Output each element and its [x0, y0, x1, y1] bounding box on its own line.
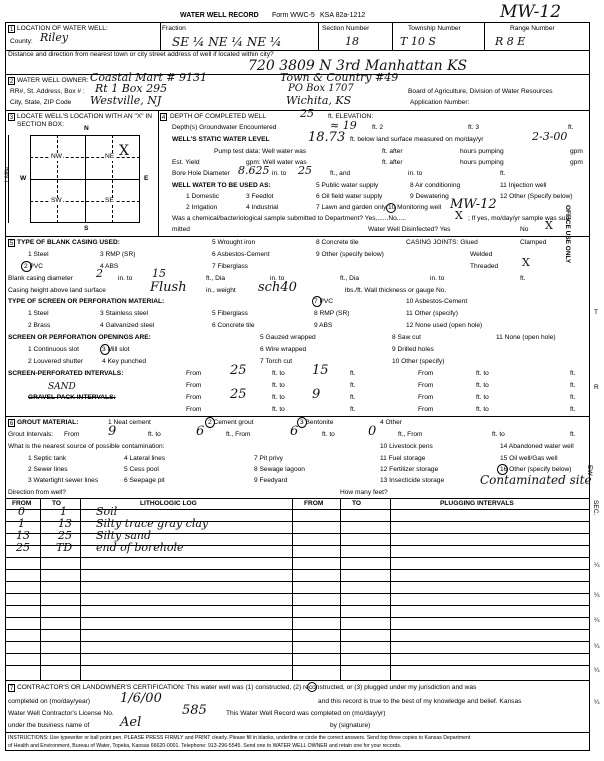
lithologic-log-header: LITHOLOGIC LOG: [140, 500, 197, 507]
grout-to2-value[interactable]: 0: [368, 424, 377, 439]
casing-weight-value[interactable]: sch40: [258, 280, 297, 295]
bore-depth-value[interactable]: 25: [298, 164, 312, 177]
gravel-sand-overwrite: SAND: [48, 382, 76, 392]
fraction-label: Fraction: [162, 25, 186, 32]
groundwater-value[interactable]: ≈ 19: [330, 119, 357, 132]
casing-diameter-label: Blank casing diameter: [8, 275, 73, 282]
address-label: RR#, St. Address, Box # :: [10, 88, 85, 95]
section-5-number: 5: [9, 241, 14, 247]
plug-from-header: FROM: [304, 500, 324, 507]
log-row-desc[interactable]: Silty trace gray clay: [96, 517, 209, 530]
side-sec-label: SEC.: [592, 500, 599, 516]
bentonite-option[interactable]: 3 Bentonite: [300, 419, 334, 426]
elevation-label: ft. ELEVATION:: [328, 113, 374, 120]
fraction-value[interactable]: SE ¼ NE ¼ NE ¼: [172, 35, 282, 49]
ksa-reference: KSA 82a-1212: [320, 12, 366, 19]
log-from-header: FROM: [12, 500, 32, 507]
monitoring-well-option[interactable]: 10 Monitoring well: [388, 204, 442, 211]
screen-pvc-circle: [312, 296, 322, 307]
se-label: SE: [105, 197, 114, 204]
board-label: Board of Agriculture, Division of Water Resources: [408, 88, 553, 95]
bore-label: Bore Hole Diameter: [172, 170, 230, 177]
grout-from-value[interactable]: 9: [108, 424, 117, 439]
alt-owner-name[interactable]: Town & Country #49: [280, 71, 399, 84]
handwritten-well-id: MW-12: [500, 2, 562, 22]
section-4-number: 4: [161, 115, 166, 121]
casing-diameter-value[interactable]: 2: [96, 267, 103, 280]
owner-title: WATER WELL OWNER:: [17, 77, 89, 84]
range-label: Range Number: [510, 25, 555, 32]
pvc-circle: [21, 261, 32, 272]
business-name[interactable]: Ael: [120, 715, 142, 730]
log-row-to[interactable]: 13: [58, 517, 72, 530]
certification-line-1: CONTRACTOR'S OR LANDOWNER'S CERTIFICATION: This water well was (1) constructed, (2) reconstructed, or (3) plugged under my jurisdiction and was: [17, 684, 477, 691]
alt-owner-city[interactable]: Wichita, KS: [286, 94, 352, 107]
side-t-label: T: [594, 309, 599, 316]
constructed-circle: [307, 682, 317, 692]
county-label: County:: [10, 38, 33, 45]
east-label: E: [144, 175, 149, 182]
groundwater-label: Depth(s) Groundwater Encountered: [172, 124, 277, 131]
form-number: Form WWC-5: [272, 12, 315, 19]
township-value[interactable]: T 10 S: [400, 35, 436, 48]
depth-value[interactable]: 25: [300, 107, 314, 120]
nw-label: NW: [51, 153, 62, 160]
log-to-header: TO: [52, 500, 62, 507]
screen-to-value[interactable]: 15: [312, 363, 329, 378]
log-row-to[interactable]: 25: [58, 529, 72, 542]
city-value[interactable]: Westville, NJ: [90, 94, 162, 107]
city-label: City, State, ZIP Code: [10, 99, 72, 106]
plug-to-header: TO: [352, 500, 362, 507]
license-number[interactable]: 585: [182, 703, 207, 718]
screen-pvc-option[interactable]: 7 PVC: [314, 298, 334, 305]
section-1-number: 1: [9, 27, 14, 33]
use-label: WELL WATER TO BE USED AS:: [172, 182, 271, 189]
section-number-label: Section Number: [322, 25, 370, 32]
casing-height-label: Casing height above land surface: [8, 287, 106, 294]
south-label: S: [84, 225, 89, 232]
static-level-label: WELL'S STATIC WATER LEVEL: [172, 136, 270, 143]
distance-value[interactable]: 720 3809 N 3rd Manhattan KS: [248, 58, 468, 74]
location-x-mark: X: [119, 143, 129, 159]
township-label: Township Number: [408, 25, 461, 32]
log-row-desc[interactable]: Soil: [96, 505, 118, 518]
log-row-to[interactable]: TD: [56, 541, 73, 554]
sw-label: SW: [51, 197, 62, 204]
monitoring-well-id[interactable]: MW-12: [450, 197, 497, 212]
plugging-header: PLUGGING INTERVALS: [440, 500, 514, 507]
section-box-title: LOCATE WELL'S LOCATION WITH AN "X" IN SECTION BOX:: [17, 113, 153, 128]
log-row-desc[interactable]: Silty sand: [96, 529, 152, 542]
casing-title: TYPE OF BLANK CASING USED:: [17, 239, 120, 246]
threaded-mark: X: [522, 256, 530, 269]
screen-title: TYPE OF SCREEN OR PERFORATION MATERIAL:: [8, 298, 165, 305]
casing-height-value[interactable]: Flush: [150, 280, 187, 295]
gravel-to-value[interactable]: 9: [312, 387, 321, 402]
log-row-from[interactable]: 1: [18, 517, 25, 530]
pump-test-label: Pump test data: Well water was: [214, 148, 307, 155]
distance-label: Distance and direction from nearest town or city street address of well if located within city?: [8, 51, 274, 58]
log-row-from[interactable]: 0: [18, 505, 25, 518]
contamination-label: What is the nearest source of possible contamination:: [8, 443, 165, 450]
grout-from2-value[interactable]: 6: [290, 424, 299, 439]
mill-slot-circle: [100, 344, 110, 355]
casing-joints-label: CASING JOINTS: Glued: [406, 239, 478, 246]
bore-diameter-value[interactable]: 8.625: [238, 164, 270, 177]
gravel-pack-label: GRAVEL PACK INTERVALS:: [28, 394, 116, 401]
west-label: W: [20, 175, 27, 182]
instructions-line-2: of Health and Environment, Bureau of Water, Topeka, Kansas 66620-0001. Telephone: 913-296-5545. Send one to WATER WELL OWNER and retain one for your records.: [8, 743, 402, 749]
chem-sample-mark[interactable]: X: [455, 209, 463, 222]
static-level-date[interactable]: 2-3-00: [532, 130, 568, 143]
static-level-value[interactable]: 18.73: [308, 130, 346, 145]
owner-name[interactable]: Coastal Mart # 9131: [90, 71, 207, 84]
completed-date[interactable]: 1/6/00: [120, 691, 162, 706]
range-value[interactable]: R 8 E: [495, 35, 526, 48]
log-row-desc[interactable]: end of borehole: [96, 541, 184, 554]
screen-from-value[interactable]: 25: [230, 363, 247, 378]
grout-intervals-label: Grout Intervals:: [8, 431, 54, 438]
alt-owner-box[interactable]: PO Box 1707: [288, 83, 354, 94]
how-many-feet-label: How many feet?: [340, 489, 388, 496]
form-title: WATER WELL RECORD: [180, 12, 259, 19]
monitoring-circle: [386, 203, 396, 213]
mill-slot-option[interactable]: 3 Mill slot: [102, 346, 130, 353]
pvc-option[interactable]: 2 PVC: [24, 263, 44, 270]
bentonite-circle: [297, 417, 307, 428]
openings-title: SCREEN OR PERFORATION OPENINGS ARE:: [8, 334, 151, 341]
contam-other-option[interactable]: 16 Other (specify below): [500, 466, 572, 473]
depth-label: DEPTH OF COMPLETED WELL: [170, 113, 266, 120]
location-title: LOCATION OF WATER WELL:: [17, 25, 108, 32]
screen-intervals-label: SCREEN-PERFORATED INTERVALS:: [8, 370, 124, 377]
grout-to-value[interactable]: 6: [196, 424, 205, 439]
section-2-number: 2: [9, 79, 14, 85]
office-use-label: OFFICE USE ONLY: [564, 205, 571, 264]
section-7-number: 7: [9, 686, 14, 692]
log-row-to[interactable]: 1: [60, 505, 67, 518]
log-row-from[interactable]: 13: [16, 529, 30, 542]
cement-grout-option[interactable]: 2 Cement grout: [208, 419, 254, 426]
grout-title: GROUT MATERIAL:: [17, 419, 79, 426]
log-row-from[interactable]: 25: [16, 541, 30, 554]
side-ew-label: EW: [586, 465, 593, 476]
disinfected-mark[interactable]: X: [545, 219, 553, 232]
side-r-label: R: [594, 384, 599, 391]
contam-other-value[interactable]: Contaminated site: [480, 473, 592, 487]
section-6-number: 6: [9, 421, 14, 427]
direction-label: Direction from well?: [8, 489, 66, 496]
chem-sample-label: Was a chemical/bacteriological sample submitted to Department? Yes.......No.....: [172, 215, 406, 222]
section-3-number: 3: [9, 115, 14, 121]
casing-depth-value[interactable]: 15: [152, 267, 166, 280]
cement-grout-circle: [205, 417, 215, 428]
instructions-line-1: INSTRUCTIONS: Use typewriter or ball point pen. PLEASE PRESS FIRMLY and PRINT clearly. Please fill in blanks, underline or circle the correct answers. Send top three copies to Kansas Department: [8, 735, 471, 741]
yield-label: Est. Yield: [172, 159, 200, 166]
address-value[interactable]: Rt 1 Box 295: [95, 82, 168, 95]
county-value[interactable]: Riley: [40, 31, 69, 44]
application-label: Application Number:: [410, 99, 470, 106]
north-label: N: [84, 125, 89, 132]
disinfected-label: Water Well Disinfected? Yes: [368, 226, 451, 233]
section-number-value[interactable]: 18: [345, 35, 359, 48]
mile-label: 1 Mile: [5, 166, 12, 184]
gravel-from-value[interactable]: 25: [230, 387, 247, 402]
ne-label: NE: [105, 153, 115, 160]
